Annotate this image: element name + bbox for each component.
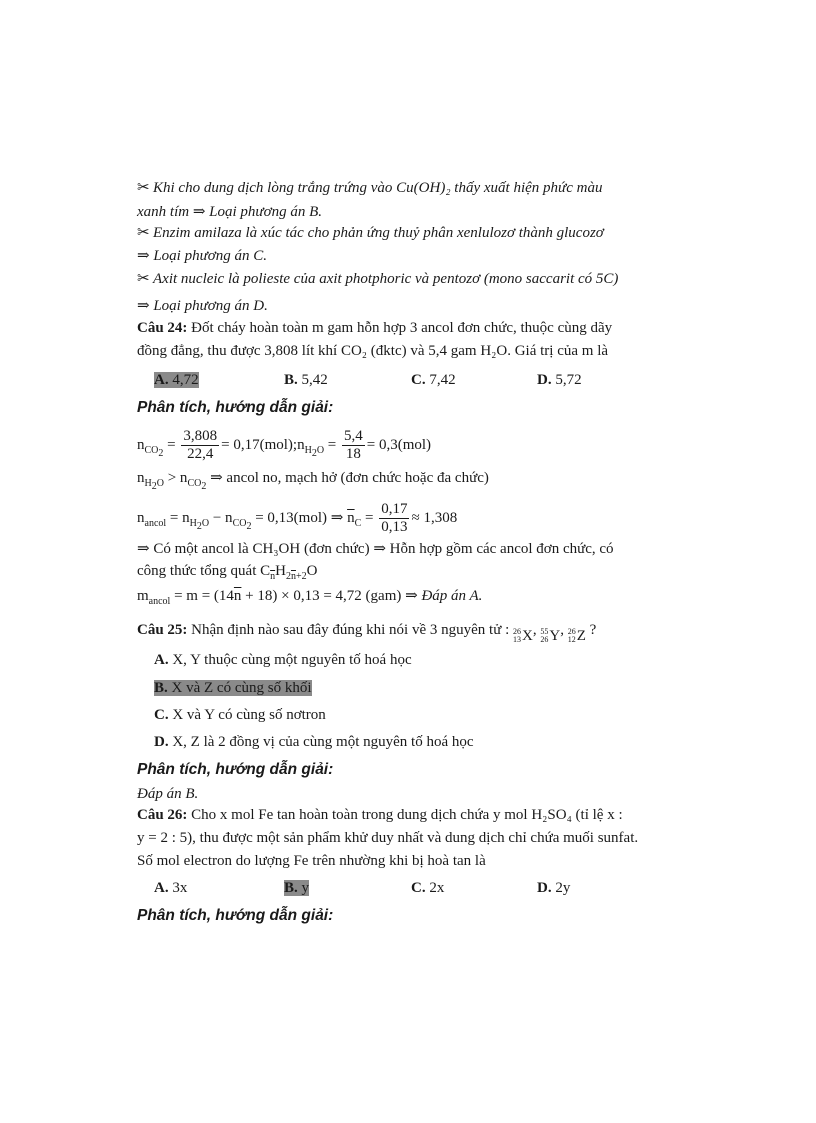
equation-moles: $n_{CO_2}$ = $\frac{3,808}{22,4}$ = $0,17(mol);n_{H_2O}$ = $\frac{5,4}{18}$ = 0,3(mol) <box>137 428 432 463</box>
solution-line-4: ⇒ Có một ancol là CH₃OH (đơn chức) ⇒ Hỗn hợp gồm các ancol đơn chức, có <box>137 541 614 557</box>
equation-ancol-moles: $n_{ancol} = n_{H_2O} - n_{CO_2} = 0,13(mol)$ ⇒ $\overline{n}_C$ = $\frac{0,17}{0,13}$ ≈ 1,308 <box>137 501 458 536</box>
scissors-icon: ✂ <box>137 180 150 196</box>
q26-option-a: A. 3x <box>154 880 188 896</box>
question-26-line-1: Câu 26: Cho x mol Fe tan hoàn toàn trong dung dịch chứa y mol H₂SO₄ (tỉ lệ x : <box>137 807 623 823</box>
solution-heading-26: Phân tích, hướng dẫn giải: <box>137 907 334 924</box>
q26-option-b: B. y <box>284 880 310 896</box>
q24-option-c: C. 7,42 <box>411 372 456 388</box>
question-26-line-2: y = 2 : 5), thu được một sản phẩm khử duy nhất và dung dịch chỉ chứa muối sunfat. <box>137 830 639 846</box>
q25-option-b: B. X và Z có cùng số khối <box>154 680 312 696</box>
bullet-line-3: ✂ Axit nucleic là polieste của axit photphoric và pentozơ (mono saccarit có 5C) <box>137 271 619 287</box>
bullet-line-2: ✂ Enzim amilaza là xúc tác cho phản ứng thuỷ phân xenlulozơ thành glucozơ <box>137 225 604 241</box>
equation-mass: $m_{ancol} = m = (14\overline{n} + 18) \times 0,13 = 4,72$ (gam) ⇒ Đáp án A. <box>137 588 483 607</box>
bullet-line-1b: xanh tím ⇒ Loại phương án B. <box>137 204 323 220</box>
q26-option-c: C. 2x <box>411 880 445 896</box>
q25-option-c: C. X và Y có cùng số nơtron <box>154 707 326 723</box>
equation-compare: $n_{H_2O} > n_{CO_2}$ ⇒ ancol no, mạch hở (đơn chức hoặc đa chức) <box>137 470 489 492</box>
isotope-y: 55 26 Y <box>540 627 561 644</box>
solution-heading: Phân tích, hướng dẫn giải: <box>137 399 334 416</box>
bullet-line-2b: ⇒ Loại phương án C. <box>137 248 268 264</box>
q25-option-a: A. X, Y thuộc cùng một nguyên tố hoá học <box>154 652 412 668</box>
q24-option-d: D. 5,72 <box>537 372 582 388</box>
solution-line-5: công thức tổng quát $C_{\overline{n}}H_{2\overline{n}+2}O$ <box>137 563 318 582</box>
scissors-icon: ✂ <box>137 225 150 241</box>
isotope-z: 26 12 Z <box>567 627 586 644</box>
question-24-line-2: đồng đẳng, thu được 3,808 lít khí CO₂ (đktc) và 5,4 gam H₂O. Giá trị của m là <box>137 343 609 359</box>
solution-heading-25: Phân tích, hướng dẫn giải: <box>137 761 334 778</box>
bullet-line-3b: ⇒ Loại phương án D. <box>137 298 268 314</box>
q24-option-a: A. 4,72 <box>154 372 199 388</box>
bullet-line-1: ✂ Khi cho dung dịch lòng trắng trứng vào Cu(OH)₂ thấy xuất hiện phức màu <box>137 180 603 196</box>
question-26-line-3: Số mol electron do lượng Fe trên nhường khi bị hoà tan là <box>137 853 486 869</box>
isotope-x: 26 13 X <box>513 627 533 644</box>
q26-option-d: D. 2y <box>537 880 571 896</box>
q25-option-d: D. X, Z là 2 đồng vị của cùng một nguyên tố hoá học <box>154 734 474 750</box>
q25-answer: Đáp án B. <box>137 786 199 802</box>
q24-option-b: B. 5,42 <box>284 372 328 388</box>
scissors-icon: ✂ <box>137 271 150 287</box>
question-24-line-1: Câu 24: Đốt cháy hoàn toàn m gam hỗn hợp 3 ancol đơn chức, thuộc cùng dãy <box>137 320 613 336</box>
question-25-line: Câu 25: Nhận định nào sau đây đúng khi nói về 3 nguyên tử : 26 13 X, 55 26 Y, 26 12 Z ? <box>137 622 597 644</box>
